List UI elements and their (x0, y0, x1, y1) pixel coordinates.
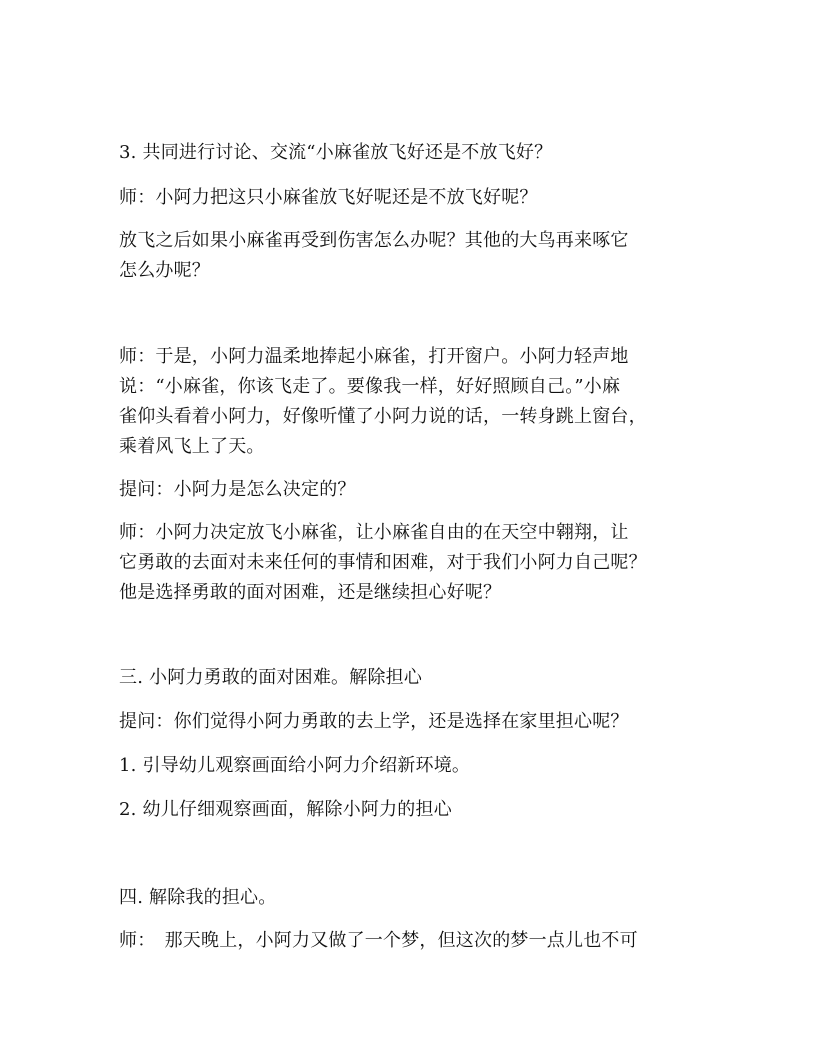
text-line: 提问：小阿力是怎么决定的？ (119, 479, 356, 500)
list-item-2 (119, 795, 709, 825)
text-line: 他是选择勇敢的面对困难，还是继续担心好呢？ (119, 582, 502, 603)
paragraph-courage-question (119, 707, 709, 737)
text-line: 2. 幼儿仔细观察画面，解除小阿力的担心 (119, 799, 452, 820)
text-line: 怎么办呢？ (119, 260, 210, 281)
section-heading-four (119, 883, 709, 913)
text-line: 师： 那天晚上，小阿力又做了一个梦，但这次的梦一点儿也不可 (119, 930, 638, 951)
text-line: 师：小阿力把这只小麻雀放飞好呢还是不放飞好呢？ (119, 187, 538, 208)
text-line: 它勇敢的去面对未来任何的事情和困难，对于我们小阿力自己呢？ (119, 552, 647, 573)
text-line: 师：于是，小阿力温柔地捧起小麻雀，打开窗户。小阿力轻声地 (119, 346, 629, 367)
list-item-1 (119, 751, 709, 781)
paragraph-teacher-explanation (119, 518, 709, 608)
section-heading-three (119, 663, 709, 693)
text-line: 1. 引导幼儿观察画面给小阿力介绍新环境。 (119, 755, 471, 776)
text-line: 提问：你们觉得小阿力勇敢的去上学，还是选择在家里担心呢？ (119, 711, 629, 732)
text-line: 四. 解除我的担心。 (119, 887, 277, 908)
paragraph-teacher-dream (119, 926, 709, 956)
text-line: 乘着风飞上了天。 (119, 436, 265, 457)
text-line: 三. 小阿力勇敢的面对困难。解除担心 (119, 667, 423, 688)
paragraph-story-narration (119, 342, 709, 462)
text-line: 师：小阿力决定放飞小麻雀，让小麻雀自由的在天空中翱翔，让 (119, 522, 629, 543)
text-line: 3. 共同进行讨论、交流“小麻雀放飞好还是不放飞好？ (119, 142, 553, 163)
text-line: 说：“小麻雀，你该飞走了。要像我一样，好好照顾自己。”小麻 (119, 376, 621, 397)
paragraph-teacher-question (119, 183, 709, 213)
paragraph-worry-question (119, 226, 709, 286)
paragraph-discussion-heading (119, 138, 709, 168)
paragraph-decision-question (119, 475, 709, 505)
text-line: 放飞之后如果小麻雀再受到伤害怎么办呢？其他的大鸟再来啄它 (119, 230, 629, 251)
text-line: 雀仰头看着小阿力，好像听懂了小阿力说的话，一转身跳上窗台， (119, 406, 647, 427)
